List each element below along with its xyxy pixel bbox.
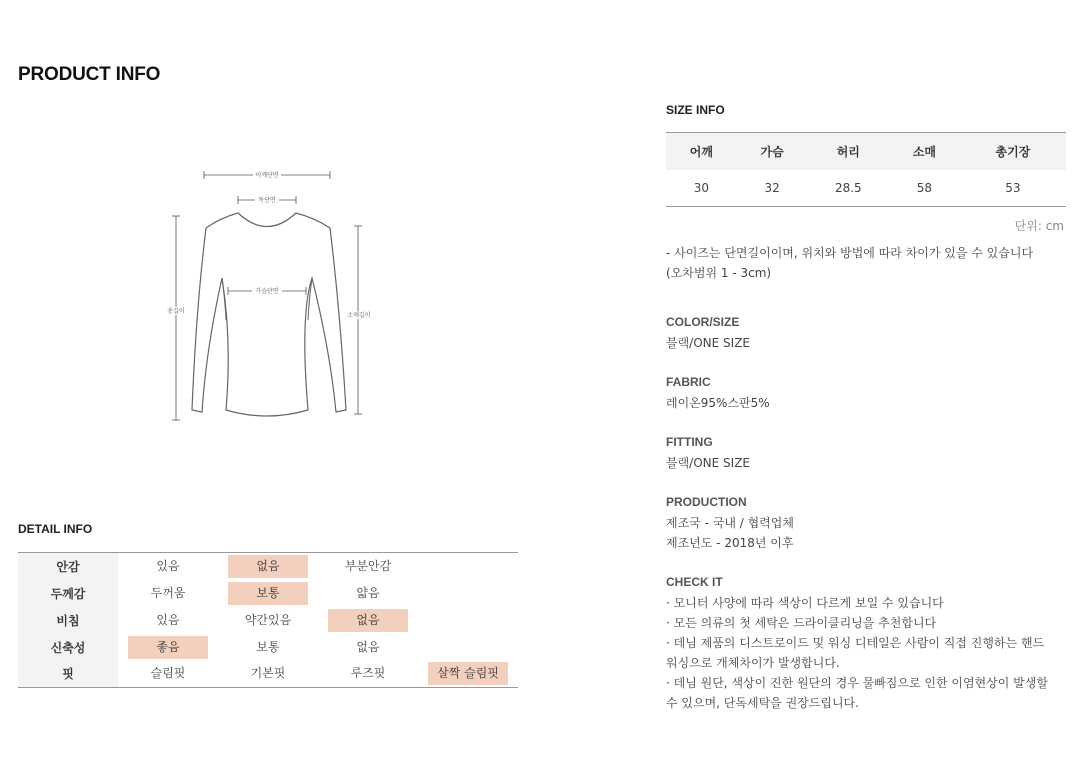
detail-row (18, 607, 518, 634)
detail-option: 얇음 (356, 585, 380, 600)
size-header-row (666, 133, 1066, 170)
detail-option-cell (418, 607, 518, 634)
detail-option-selected: 없음 (228, 555, 308, 578)
detail-option-cell (218, 634, 318, 661)
fabric-section (666, 375, 1076, 413)
size-note (666, 243, 1066, 283)
check-it-label: CHECK IT (666, 575, 723, 589)
detail-option-cell (318, 607, 418, 634)
color-size-label: COLOR/SIZE (666, 315, 740, 329)
size-value-chest: 32 (764, 180, 780, 195)
detail-option-cell (318, 553, 418, 580)
detail-option-cell (418, 553, 518, 580)
neck-label: 목단면 (258, 197, 276, 204)
detail-option-selected: 없음 (328, 609, 408, 632)
check-it-line: 워싱으로 개체차이가 발생합니다. (666, 656, 840, 670)
production-country: 제조국 - 국내 / 협력업체 (666, 516, 794, 530)
detail-option: 보통 (256, 639, 280, 654)
size-header-length: 총기장 (960, 133, 1066, 170)
color-size-section (666, 315, 1076, 353)
detail-option-cell (318, 634, 418, 661)
size-note-line: (오차범위 1 - 3cm) (666, 266, 772, 280)
color-size-value: 블랙/ONE SIZE (666, 336, 751, 350)
size-note-line: - 사이즈는 단면길이이며, 위치와 방법에 따라 차이가 있을 수 있습니다 (666, 246, 1034, 260)
garment-outline (192, 213, 346, 416)
detail-option: 두꺼움 (150, 585, 186, 600)
detail-option-cell (218, 607, 318, 634)
garment-sketch (160, 160, 390, 430)
detail-option-cell (218, 553, 318, 580)
check-it-line: · 모니터 사양에 따라 색상이 다르게 보일 수 있습니다 (666, 596, 944, 610)
detail-option: 있음 (156, 612, 180, 627)
detail-option-selected: 보통 (228, 582, 308, 605)
detail-option: 없음 (356, 639, 380, 654)
detail-option: 슬림핏 (150, 666, 186, 681)
fitting-label: FITTING (666, 435, 713, 449)
check-it-line: · 데님 제품의 디스트로이드 및 워싱 디테일은 사람이 직접 진행하는 핸드 (666, 636, 1045, 650)
size-header-shoulder: 어깨 (666, 133, 737, 170)
size-value-sleeve: 58 (916, 180, 933, 195)
detail-row-label: 핏 (18, 661, 118, 688)
detail-option: 루즈핏 (350, 666, 386, 681)
shoulder-label: 어깨단면 (255, 172, 279, 179)
size-value-length: 53 (1005, 180, 1021, 195)
size-info-heading: SIZE INFO (666, 103, 725, 117)
detail-info-heading: DETAIL INFO (18, 522, 93, 536)
detail-option-cell (318, 580, 418, 607)
detail-option-selected: 좋음 (128, 636, 208, 659)
size-value-row (666, 170, 1066, 207)
detail-option: 약간있음 (244, 612, 292, 627)
detail-option-cell (118, 607, 218, 634)
detail-row (18, 661, 518, 688)
detail-info-table (18, 552, 518, 688)
production-year: 제조년도 - 2018년 이후 (666, 536, 794, 550)
detail-row-label: 두께감 (18, 580, 118, 607)
fabric-value: 레이온95%스판5% (666, 396, 770, 410)
detail-row-label: 신축성 (18, 634, 118, 661)
check-it-line: 수 있으며, 단독세탁을 권장드립니다. (666, 696, 859, 710)
detail-row (18, 634, 518, 661)
size-value-shoulder: 30 (693, 180, 710, 195)
detail-row-label: 비침 (18, 607, 118, 634)
detail-option: 있음 (156, 558, 180, 573)
size-header-sleeve: 소매 (889, 133, 960, 170)
chest-label: 가슴단면 (255, 288, 279, 295)
detail-option: 부분안감 (344, 558, 392, 573)
detail-option-cell (418, 580, 518, 607)
detail-option-selected: 살짝 슬림핏 (428, 662, 508, 685)
check-it-line: · 모든 의류의 첫 세탁은 드라이클리닝을 추천합니다 (666, 616, 937, 630)
detail-row (18, 553, 518, 580)
detail-option-cell (118, 580, 218, 607)
sleeve-label: 소매길이 (347, 312, 371, 319)
detail-option-cell (418, 634, 518, 661)
detail-option-cell (118, 634, 218, 661)
production-label: PRODUCTION (666, 495, 747, 509)
fitting-section (666, 435, 1076, 473)
detail-option-cell (318, 661, 418, 688)
fabric-label: FABRIC (666, 375, 711, 389)
production-section (666, 495, 1076, 553)
check-it-section (666, 575, 1076, 713)
detail-option-cell (118, 553, 218, 580)
detail-row (18, 580, 518, 607)
length-label: 총길이 (167, 308, 185, 315)
detail-option-cell (118, 661, 218, 688)
check-it-line: · 데님 원단, 색상이 진한 원단의 경우 물빠짐으로 인한 이염현상이 발생할 (666, 676, 1048, 690)
size-header-chest: 가슴 (737, 133, 808, 170)
size-info-table (666, 132, 1066, 207)
detail-option: 기본핏 (250, 666, 286, 681)
size-unit: 단위: cm (1014, 219, 1064, 233)
garment-measurement-diagram (160, 160, 390, 430)
size-header-waist: 허리 (808, 133, 890, 170)
detail-option-cell (418, 661, 518, 688)
size-value-waist: 28.5 (834, 180, 862, 195)
page-title: PRODUCT INFO (18, 64, 161, 85)
detail-option-cell (218, 580, 318, 607)
detail-row-label: 안감 (18, 553, 118, 580)
fitting-value: 블랙/ONE SIZE (666, 456, 751, 470)
detail-option-cell (218, 661, 318, 688)
